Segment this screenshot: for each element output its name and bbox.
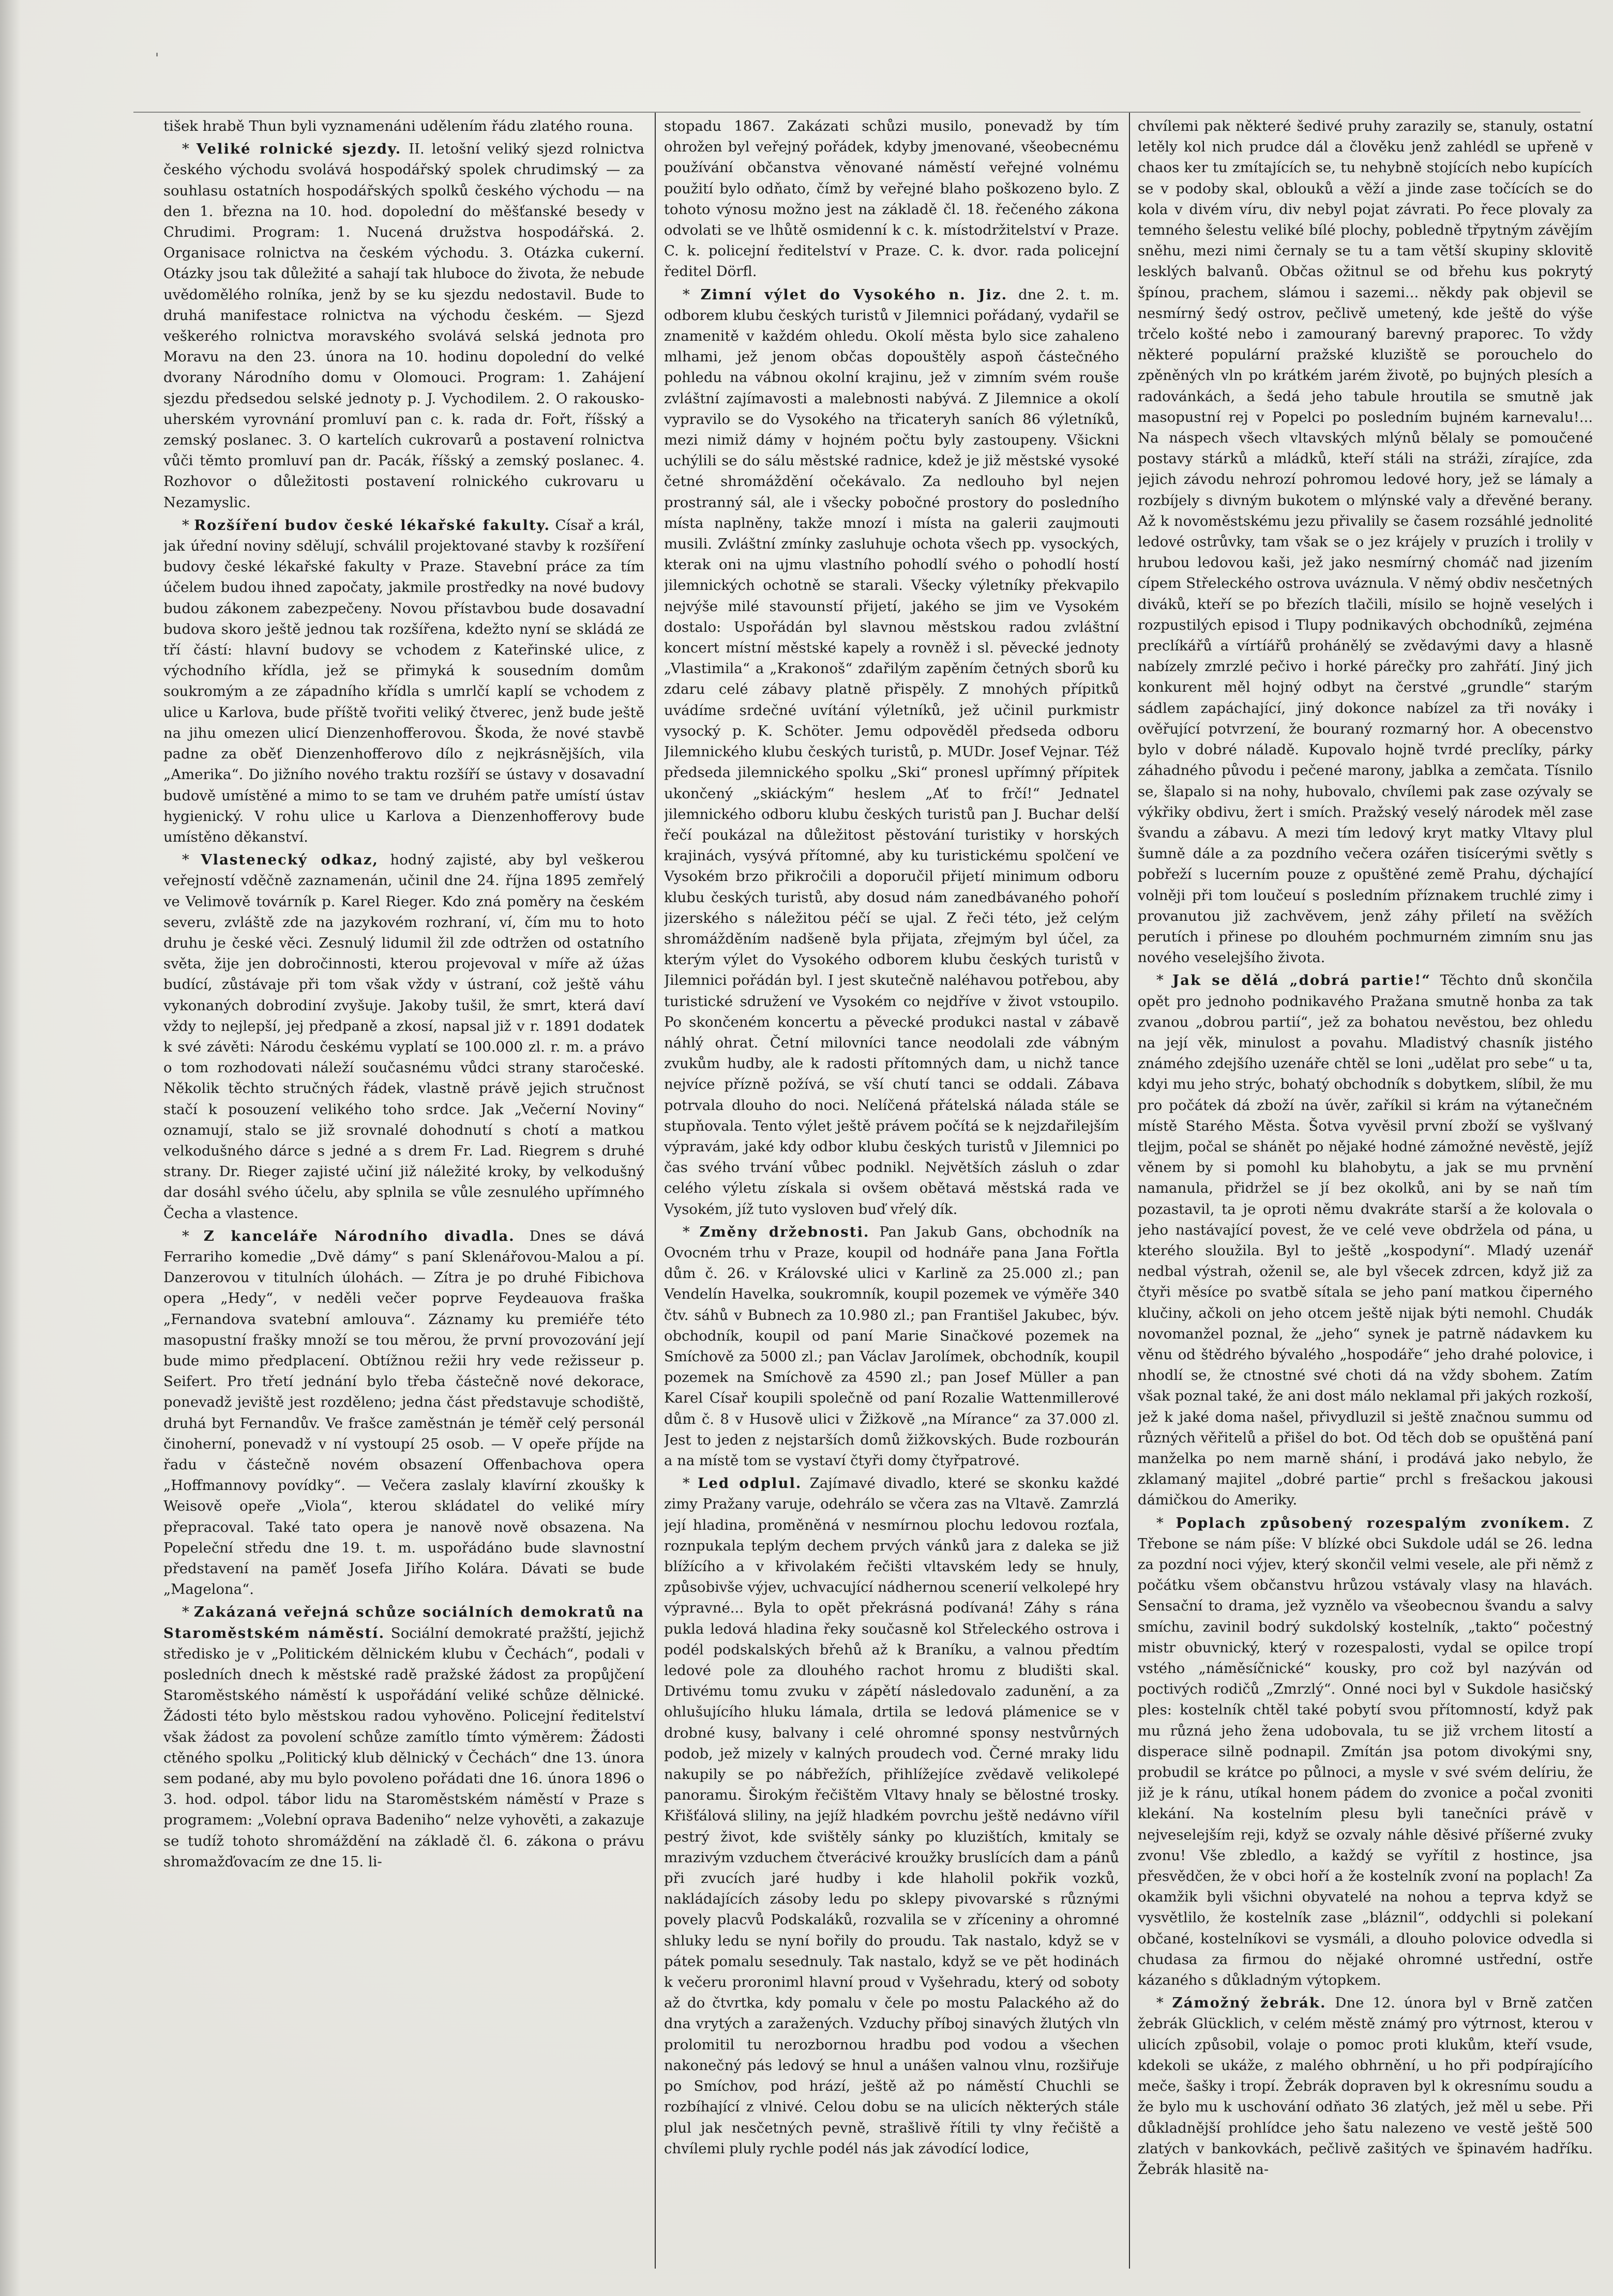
item-body: II. letošní veliký sjezd rolnictva českého východu svolává hospodářský spolek chrudimský — za souhlasu ostatních hospodářských spolků českého východu — na den 1. března na 10. hod. dopolední do měšťanské besedy v Chrudimi. Program: 1. Nucená družstva hospodářská. 2. Organisace rolnictva na českém východu. 3. Otázka cukerní. Otázky jsou tak důležité a sahají tak hluboce do života, že nebude uvědomělého rolníka, jenž by se ku sjezdu nedostavil. Bude to druhá manifestace rolnictva na východu českém. — Sjezd veškerého rolnictva moravského svolává selská jednota pro Moravu na den 23. února na 10. hodinu dopolední do velké dvorany Národního domu v Olomouci. Program: 1. Zahájení sjezdu předsedou selské jednoty p. J. Vychodilem. 2. O rakousko-uherském vyrovnání promluví pan c. k. rada dr. Fořt, říšský a zemský poslanec. 3. O kartelích cukrovarů a postavení rolnictva vůči těmto promluví pan dr. Pacák, říšský a zemský poslanec. 4. Rozhovor o důležitosti postavení rolnického cukrovaru u Nezamyslic. [163, 141, 644, 511]
item-body: Dne 12. února byl v Brně zatčen žebrák Glücklich, v celém městě známý pro výtrnost, kterou v ulicích způsobil, volaje o pomoc proti klukům, kteří vsude, kdekoli se ukáže, z malého obhrnění, u ho při podpírajícího meče, šašky i tropí. Žebrák dopraven byl k okresnímu soudu a že bylo mu k uschování odňato 36 zlatých, jež měl u sebe. Při důkladnější prohlídce jeho šatu nalezeno ve vestě ještě 500 zlatých v bankovkách, pečlivě zašitých ve špinavém hadříku. Žebrák hlasitě na- [1138, 1995, 1593, 2178]
news-item [664, 1222, 1119, 1471]
news-item [1138, 1993, 1593, 2180]
corner-mark: ' [155, 51, 159, 66]
item-asterisk: * [182, 852, 201, 869]
item-headline: Veliké rolnické sjezdy. [196, 141, 402, 158]
news-item [664, 1473, 1119, 2159]
news-item [163, 139, 644, 513]
item-body: Z Třebone se nám píše: V blízké obci Sukdole udál se 26. ledna za pozdní noci výjev, který skončil velmi vesele, ale při němž z počátku všem občanstvu hrůzou vstávaly vlasy na hlavách. Sensační to drama, jež vyznělo va všeobecnou švandu a salvy smíchu, zavinil bodrý sukdolský kostelník, „takto“ počestný mistr obuvnický, který v rozespalosti, vydal se opilce tropí vstého „náměsíčnické“ kousky, pro což byl nazýván od poctivých rodičů „Zmrzlý“. Onné noci byl v Sukdole hasičský ples: kostelník chtěl také pobytí svou přítomností, když pak mu různá jeho žena udobovala, tu se již vrchem litostí a disperace silně podnapil. Zmítán jsa potom divokými sny, probudil se krátce po půlnoci, a mysle v své svém delíriu, že již je k ránu, utíkal honem pádem do zvonice a počal zvoniti klekání. Na kostelním plesu byli tanečníci právě v nejveselejším reji, když se ozvaly náhle děsivé příšerné zvuky zvonu! Vše zbledlo, a každý se vyřítil z hostince, jsa přesvědčen, že v obci hoří a že kostelník zvoní na poplach! Za okamžik byli všichni obyvatelé na nohou a teprva když se vysvětlilo, že kostelník zase „bláznil“, oddychli si polekaní občané, kostelníkovi se vysmáli, a dlouho polovice odvedla si chudasa za firmou do nějaké ohromné ustřední, ostře kázaného s důkladným výtopkem. [1138, 1514, 1593, 1989]
scan-shadow [0, 0, 21, 2296]
item-asterisk: * [683, 1223, 700, 1240]
item-body: hodný zajisté, aby byl veškerou veřejností vděčně zaznamenán, učinil dne 24. října 1895 zemřelý ve Velimově továrník p. Karel Rieger. Kdo zná poměry na českém severu, zvláště zde na jazykovém rozhraní, ví, čím mu to hoto druhu je české věci. Zesnulý lidumil žil zde odtržen od ostatního světa, žije jen dobročinnosti, kterou projevoval v míře až úžas budící, zůstávaje při tom však vždy v ústraní, což ještě váhu vykonaných dobrodiní zvyšuje. Jakoby tušil, že smrt, která daví vždy to nejlepší, jej předpaně a zkosí, napsal již v r. 1891 dodatek k své závěti: Národu českému vyplatí se 100.000 zl. r. m. a právo o tom rozhodovati náleží současnému vůdci strany staročeské. Několik těchto stručných řádek, vlastně právě jejich stručnost stačí k posouzení velikého toho srdce. Jak „Večerní Noviny“ oznamují, stalo se již srovnalé dohodnutí s chotí a matkou velkodušného dárce s jedné a s drem Fr. Lad. Riegrem s druhé strany. Dr. Rieger zajisté učiní již náležité kroky, by velkodušný dar dosáhl svého účelu, aby splnila se vůle zesnulého upřímného Čecha a vlastence. [163, 852, 644, 1222]
item-headline: Poplach způsobený rozespalým zvoníkem. [1175, 1514, 1571, 1531]
column-2 [664, 116, 1119, 2265]
item-body: Dnes se dává Ferrariho komedie „Dvě dámy“ s paní Sklenářovou-Malou a pí. Danzerovou v titulních úlohách. — Zítra je po druhé Fibichova opera „Hedy“, v neděli večer poprve Feydeauova fraška „Fernandova svatební amlouva“. Záznamy ku premiéře této masopustní frašky množí se tou měrou, že první provozování její bude mimo předplacení. Obtížnou režii hry vede režisseur p. Seifert. Pro třetí jednání bylo třeba částečně nové dekorace, ponevadž jeviště jest rozděleno; jedna část představuje schodiště, druhá byt Fernandův. Ve frašce zaměstnán je téměř celý personál činoherní, ponevadž v ní vystoupí 25 osob. — V opeře příjde na řadu v částečně novém obsazení Offenbachova opera „Hoffmannovy povídky“. — Večera zaslaly klavírní zkoušky k Weisově opeře „Viola“, kterou skládatel do veliké míry přepracoval. Také tato opera je nanově nově obsazena. Na Popeleční středu dne 19. t. m. uspořádáno bude slavnostní představení na paměť Josefa Jiřího Kolára. Dávati se bude „Magelona“. [163, 1227, 644, 1598]
continued-text [664, 116, 1119, 282]
news-item [163, 1602, 644, 1872]
item-asterisk: * [683, 1475, 698, 1492]
item-headline: Zámožný žebrák. [1172, 1995, 1326, 2012]
news-item [163, 515, 644, 847]
item-body: stopadu 1867. Zakázati schůzi musilo, ponevadž by tím ohrožen byl veřejný pořádek, kdyby jmenované, všeobecnému používání občanstva věnované náměstí veřejné volnému použití bylo odňato, čímž by veřejné blaho poškozeno bylo. Z tohoto výnosu možno jest na základě čl. 18. řečeného zákona odvolati se ve lhůtě osmidenní k c. k. místodržitelství v Praze. C. k. policejní ředitelství v Praze. C. k. dvor. rada policejní ředitel Dörfl. [664, 118, 1119, 280]
continued-text [1138, 116, 1593, 968]
item-body: dne 2. t. m. odborem klubu českých turistů v Jilemnici pořádaný, vydařil se znamenitě v každém ohledu. Okolí města bylo sice zahaleno mlhami, jež jenom občas dopouštěly aspoň částečného pohledu na vábnou okolní krajinu, jež v zimním svém rouše zvláštní zajímavosti a malebnosti nabývá. Z Jilemnice a okolí vypravilo se do Vysokého na třicateryh saních 86 výletníků, mezi nimiž dámy v hojném počtu byly zastoupeny. Všickni uchýlili se do sálu městské radnice, kdež je již městské vysoké četné shromáždění očekávalo. Za nedlouho byl nejen prostranný sál, ale i všecky pobočné prostory do posledního místa naplněny, takže mnozí i místa na galerii zaujmouti musili. Zvláštní zmínky zasluhuje ochota všech pp. vysockých, kterak oni na ujmu vlastního pohodlí svého o pohodlí hostí jilemnických ochotně se starali. Všecky výletníky překvapilo nejvýše milé stavounstí přijetí, jakého se jim ve Vysokém dostalo: Uspořádán byl slavnou městskou radou zvláštní koncert místní městské kapely a rovněž i sl. pěvecké jednoty „Vlastimila“ a „Krakonoš“ zdařilým zapěním četných sborů ku zdaru celé zábavy platně přispěly. Z mnohých přípitků uvádíme srdečné uvítání výletníků, jež učinil purkmistr vysocký p. K. Schöter. Jemu odpověděl předseda odboru Jilemnického klubu českých turistů, p. MUDr. Josef Vejnar. Též předseda jilemnického spolku „Ski“ pronesl upřímný přípitek ukončený „skiáckým“ heslem „Ať to frčí!“ Jednatel jilemnického odboru klubu českých turistů pan J. Buchar delší řečí poukázal na důležitost pěstování turistiky v horských krajinách, vysývá přítomné, aby ku turistickému spolčení ve Vysokém brzo přikročili a doporučil přijetí minimum odboru klubu českých turistů, aby dosud nám zanedbávaného pohoří jizerského s náležitou péčí se ujal. Z řeči této, jež celým shromážděním nadšeně byla přijata, zřejmým byl účel, za kterým výlet do Vysokého odborem klubu českých turistů v Jilemnici pořádán byl. I jest skutečně naléhavou potřebou, aby turistické sdružení ve Vysokém co nejdříve v život vstoupilo. Po skončeném koncertu a pěvecké produkci nastal v zábavě náhlý ohrat. Četní milovníci tance neodolali zde vábným zvukům hudby, ale k radosti přítomných dam, u nichž tance nejvíce přízně požívá, se vší chutí tanci se oddali. Zábava potrvala dlouho do noci. Nelíčená přátelská nálada stále se stupňovala. Tento výlet ještě právem počítá se k nejzdařilejším výpravám, jaké kdy odbor klubu českých turistů v Jilemnici po čas svého trvání vůbec podnikl. Největších zásluh o zdar celého výletu získala si ovšem obětavá městská rada ve Vysokém, jíž tuto vysloven buď vřelý dík. [664, 286, 1119, 1218]
item-headline: Jak se dělá „dobrá partie!“ [1172, 972, 1431, 989]
column-rule-1 [655, 113, 656, 2269]
column-1 [163, 116, 644, 2265]
item-asterisk: * [1156, 972, 1173, 989]
news-item [664, 284, 1119, 1220]
news-item [163, 1226, 644, 1600]
item-asterisk: * [1156, 1514, 1176, 1531]
item-headline: Rozšíření budov české lékařské fakulty. [194, 516, 551, 534]
item-asterisk: * [182, 1227, 204, 1244]
item-asterisk: * [1156, 1995, 1172, 2012]
news-item [163, 849, 644, 1224]
continued-text [163, 116, 644, 136]
item-asterisk: * [182, 1604, 194, 1621]
item-headline: Zimní výlet do Vysokého n. Jiz. [700, 286, 1008, 303]
item-body: Těchto dnů skončila opět pro jednoho podnikavého Pražana smutně honba za tak zvanou „dobrou partií“, jež za bohatou nevěstou, bez ohledu na její věk, minulost a povahu. Mladistvý chasník jistého známého zdejšího uzenáře chtěl se loni „udělat pro sebe“ u ta, kdyi mu jeho strýc, bohatý obchodník s dobytkem, slíbil, že mu pro počátek dá zboží na úvěr, zaříkil si krám na výtanečném místě Starého Města. Šotva vyvěsil první zboží se vyšlvaný tlejjm, počal se shánět po nějaké hodné zámožné nevěstě, jejíž věnem by si pomohl ku blahobytu, a jak se mu prvnění namanula, přidržel se jí bez okolků, ani by se naň tím pozastavil, ta je oproti němu dvakráte starší a že kolovala o jeho nastávající povest, že ve celé veve obdržela od pána, u kterého sloužila. Byl to ještě „kospodyní“. Mladý uzenář nedbal výstrah, oženil se, ale byl všecek zdrcen, když již za čtyři měsíce po svatbě sítala se jeho paní matkou čiperného klučiny, ačkoli on jeho otcem ještě nijak býti nemohl. Chudák novomanžel poznal, že „jeho“ synek je patrně nádavkem ku věnu od štědrého bývalého „hospodáře“ jeho drahé polovice, i nhodlí se, že ctnostné své choti dá na vždy sbohem. Zatím však poznal také, že ani dost málo neklamal při jakých rozkoší, jež k jaké doma našel, přivydluzil si ještě značnou summu od různých věřitelů a přišel do bot. Od těch dob se opuštěná paní manželka po nem marně shání, i prodává jako nebylo, že zklamaný majitel „dobré partie“ prchl s frešackou jakousi dámičkou do Ameriky. [1138, 972, 1593, 1509]
item-headline: Led odplul. [698, 1475, 802, 1492]
news-item [1138, 1513, 1593, 1991]
item-body: Císař a král, jak úřední noviny sdělují, schválil projektované stavby k rozšíření budovy české lékařské fakulty v Praze. Stavební práce za tím účelem budou ihned započaty, jakmile prostředky na nové budovy budou zákonem zabezpečeny. Novou přístavbou bude dosavadní budova skoro ještě jednou tak rozšířena, kdežto nyní se skládá ze tří částí: hlavní budovy se vchodem z Kateřinské ulice, z východního křídla, jež se přimyká k sousedním domům soukromým a ze západního křídla s umrlčí kaplí se vchodem z ulice u Karlova, bude příště tvořiti veliký čtverec, jenž bude ještě na jihu omezen ulicí Dienzenhofferovou. Škoda, že nové stavbě padne za oběť Dienzenhofferovo dílo z nejkrásnějších, vila „Amerika“. Do jižního nového traktu rozšíří se ústavy v dosavadní budově umístěné a mimo to se tam ve druhém patře umístí ústav hygienický. V rohu ulice u Karlova a Dienzenhofferovy bude umístěno děkanství. [163, 516, 644, 845]
item-body: tišek hrabě Thun byli vyznamenáni udělením řádu zlatého rouna. [163, 118, 634, 134]
item-body: Sociální demokraté pražští, jejichž středisko je v „Politickém dělnickém klubu v Čechách“, podali v posledních dnech k městské radě pražské žádost za propůjčení Staroměstského náměstí k uspořádání veliké schůze dělnické. Žádosti této bylo městskou radou vyhověno. Policejní ředitelství však žádost za povolení schůze zamítlo tímto výměrem: Žádosti ctěného spolku „Politický klub dělnický v Čechách“ dne 13. února sem podané, aby mu bylo povoleno pořádati dne 16. února 1896 o 3. hod. odpol. tábor lidu na Staroměstském náměstí v Praze s programem: „Volební oprava Badeniho“ nelze vyhověti, a zakazuje se tudíž tohoto shromáždění na základě čl. 6. zákona o právu shromažďovacím ze dne 15. li- [163, 1624, 644, 1870]
top-rule [133, 112, 1580, 113]
item-headline: Vlastenecký odkaz, [201, 852, 379, 869]
item-asterisk: * [182, 141, 197, 158]
item-headline: Zakázaná veřejná schůze sociálních demokratů na Staroměstském náměstí. [163, 1604, 644, 1641]
item-body: chvílemi pak některé šedivé pruhy zarazily se, stanuly, ostatní letěly kol nich prudce dál a člověku jenž zahlédl se upřeně v chaos ker tu zmítajících se, tu nehybně stojících nebo kupících se v podoby skal, oblouků a věží a jinde zase točících se do kola v divém víru, div nebyl pojat závrati. Po řece plovaly za temného šelestu veliké bílé plochy, pobledně třpytným závějím sněhu, mezi nimi černaly se tu a tam větší skupiny sklovitě lesklých balvanů. Občas ožitnul se od břehu kus pokrytý špínou, prachem, slámou i sazemi... někdy pak objevil se nesmírný šedý ostrov, pečlivě umetený, kde ještě do výše trčelo košté nebo i zamouraný barevný praporec. To vždy některé populární pražské kluziště se porouchelo do zpěněných vln po krátkém jarém životě, po bujných plesích a radovánkách, a šedá jeho tabule hroutila se smutně jak masopustní rej v Popelci po posledním bujném karnevalu!... Na náspech všech vltavských mlýnů bělaly se pomoučené postavy stárků a mládků, kteří stáli na stráži, zírajíce, zda jejich závodu nehrozí pohromou ledové hory, jež se lámaly a rozbíjely s divným bukotem o mlýnské valy a dřevěné berany. Až k novoměstskému jezu přivalily se časem rozsáhlé jednolité ledové ostrůvky, tam však se o jez krájely v pruzích i trolily v hrubou ledovou kaši, jež jako nesmírný chomáč nad jizením cípem Střeleckého ostrova uváznula. V němý obdiv nesčetných diváků, kteří se po březích tlačili, mísilo se hojně veselých i rozpustilých episod i Tlupy podnikavých obchodníků, zejména preclíkářů a vírtíářů prohánělý se zvědavými davy a hlasně nabízely zmrzlé pečivo i horké párečky pro zahřátí. Jiný jich konkurent měl hojný odbyt na čerstvé „grundle“ starým sádlem zapáchající, jiný dokonce nabízel za tři nováky i ověřující potvrzení, že bouraný rozmarný hor. A obecenstvo bylo v dobré náladě. Kupovalo hojně tvrdé preclíky, párky záhadného původu i pečené marony, jablka a zemčata. Tísnilo se, šlapalo si na nohy, hubovalo, chvílemi pak zase ozývaly se výkřiky obdivu, žert i smích. Pražský veselý národek měl zase švandu a zábavu. A mezi tím ledový kryt matky Vltavy plul šumně dále a za pozdního večera ozářen tisícerými světly s pobřeží s lucerním pouze z opuštěné země Prahu, dýchající volněji při tom loučeuí s posledním příznakem truchlé zimy i provanutou již zachvěvem, jenž záhy přiletí na svěžích perutích i přinese po dlouhém pochmurném zimním snu jas nového veselejšího života. [1138, 118, 1593, 966]
item-body: Pan Jakub Gans, obchodník na Ovocném trhu v Praze, koupil od hodnáře pana Jana Fořtla dům č. 26. v Královské ulici v Karlině za 25.000 zl.; pan Vendelín Havelka, soukromník, koupil pozemek ve výměře 340 čtv. sáhů v Bubnech za 10.980 zl.; pan Františel Jakubec, býv. obchodník, koupil od paní Marie Sinačkové pozemek na Smíchově za 5000 zl.; pan Václav Jarolímek, obchodník, koupil pozemek na Smíchově za 4590 zl.; pan Josef Müller a pan Karel Císař koupili společně od paní Rozalie Wattenmillerové dům č. 8 v Husově ulici v Žižkově „na Mírance“ za 37.000 zl. Jest to jeden z nejstarších domů žižkovských. Bude rozbourán a na místě tom se vystaví čtyři domy čtyřpatrové. [664, 1223, 1119, 1469]
column-rule-2 [1129, 113, 1130, 2269]
item-headline: Z kanceláře Národního divadla. [203, 1227, 515, 1244]
column-3 [1138, 116, 1593, 2265]
item-body: Zajímavé divadlo, které se skonku každé zimy Pražany varuje, odehrálo se včera zas na Vltavě. Zamrzlá její hladina, proměněná v nesmírnou plochu ledovou rozťala, roznpukala teplým dechem prvých vánků jara z daleka se již blížícího a v křivolakém řečišti vltavském ledy se hnuly, způsobivše výjev, uchvacující nádhernou scenerií velkolepé hry výpravné... Byla to opět překrásná podívaná! Záhy s rána pukla ledová hladina řeky současně kol Střeleckého ostrova i podél podskalských břehů až k Braníku, a valnou předtím ledové pole za dlouhého rachot hromu z bludišti skal. Drtivému tomu zvuku v zápětí následovalo zadunění, a za ohlušujícího hluku lámala, drtila se ledová plámenice se v drobné kusy, balvany i celé ohromné sponsy nestvůrných podob, jež mizely v kalných proudech vod. Černé mraky lidu nakupily se po nábřežích, přihlížejíce zvědavě velikolepé panoramu. Širokým řečištěm Vltavy hnaly se bělostné trosky. Křišťálová sliliny, na jejíž hladkém povrchu ještě nedávno vířil pestrý život, kde svištěly sánky po kluzištích, kmitaly se mrazivým vzduchem čtverácivé kroužky bruslících dam a pánů při zvucích jaré hudby i kde hlaholil pokřik vozků, nakládajících zásoby ledu po sklepy pivovarské s různými povely placvů Podskaláků, rozvalila se v zříceniny a ohromné shluky ledu se nyní bořily do proudu. Tak nastalo, když se v pátek pomalu sesednuly. Tak nastalo, když se ve pět hodinách k večeru proroniml hlavní proud v Vyšehradu, který od soboty až do čtvrtka, kdy pomalu v čele po mostu Palackého až do dna vrytých a zaražených. Vzduchy příboj sinavých žlutých vln prolomitil tu nerozbornou hradbu pod vodou a všechen nakonečný pás ledový se hnul a unášen valnou vlnu, rozšiřuje po Smíchov, pod hrází, ještě až po náměstí Chuchli se rozbíhající z vlnivé. Celou dobu se na ulicích některých stále plul jak nesčetných pevně, strašlivě řítili ty vlny řečiště a chvílemi pluly rychle podél nás jak závodící lodice, [664, 1475, 1119, 2157]
item-headline: Změny držebnosti. [699, 1223, 870, 1240]
news-item [1138, 970, 1593, 1510]
item-asterisk: * [683, 286, 701, 303]
item-asterisk: * [182, 516, 194, 534]
